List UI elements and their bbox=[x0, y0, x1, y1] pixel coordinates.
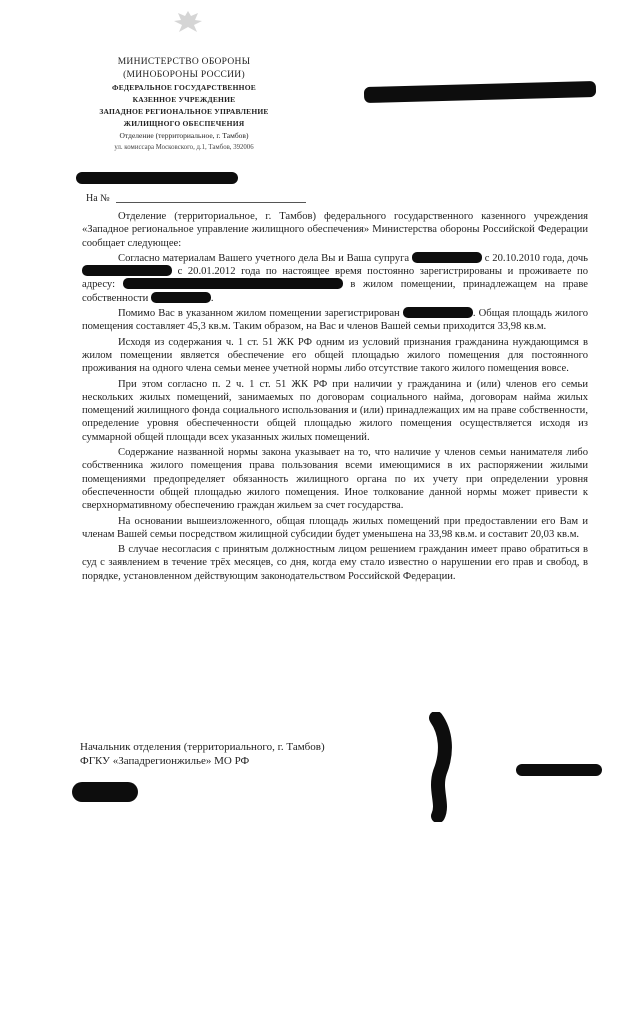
paragraph-7: На основании вышеизложенного, общая площадь жилых помещений при предоставлении его Вам и членам Вашей семьи посредством жилищной субсидии будет уменьшена на 33,98 кв.м. и составит 20,03 кв.м. bbox=[82, 515, 588, 540]
paragraph-2: Согласно материалам Вашего учетного дела Вы и Ваша супруга с 20.10.2010 года, дочь с 20.01.2012 года по настоящее время постоянно зарегистрированы и проживаете по адресу: в жилом помещении, принадлежащем на праве собственности . bbox=[82, 252, 588, 304]
signatory-org: ФГКУ «Западрегионжилье» МО РФ bbox=[80, 755, 250, 767]
department-name: Отделение (территориальное, г. Тамбов) bbox=[119, 131, 249, 140]
redaction-spouse bbox=[412, 252, 482, 263]
department-address: ул. комиссара Московского, д.1, Тамбов, 392006 bbox=[114, 144, 254, 151]
paragraph-4: Исходя из содержания ч. 1 ст. 51 ЖК РФ одним из условий признания гражданина нуждающимся в жилом помещении является обеспечение его общей площадью жилого помещения для постоянного проживания на одного члена семьи менее учетной нормы либо отсутствие такого жилого помещения вовсе. bbox=[82, 336, 588, 375]
redaction-date bbox=[76, 172, 238, 184]
paragraph-8: В случае несогласия с принятым должностным лицом решением гражданин имеет право обратиться в суд с заявлением в течение трёх месяцев, со дня, когда ему стало известно о нарушении его прав и свобод, в порядке, установленном действующим законодательством Российской Федерации. bbox=[82, 544, 588, 582]
signatory-title: Начальник отделения (территориального, г. Тамбов) bbox=[80, 741, 325, 753]
redaction-executor bbox=[72, 782, 138, 802]
redaction-owner bbox=[151, 292, 211, 303]
handwritten-signature bbox=[418, 712, 458, 822]
redaction-daughter bbox=[82, 265, 172, 276]
paragraph-1: Отделение (территориальное, г. Тамбов) федерального государственного казенного учреждения «Западное региональное управление жилищного обеспечения» Министерства обороны Российской Федерации сообщает следующее: bbox=[82, 211, 588, 249]
paragraph-6: Содержание названной нормы закона указывает на то, что наличие у членов семьи нанимателя либо собственника жилого помещения права пользования всеми имеющимися в их распоряжении жилыми помещениями предопределяет обязанность жилищного органа по их учету при определении уровня обеспеченности общей площадью жилого помещения. Иное толкование данной нормы может привести к сверхнормативному обеспечению граждан жильем за счет государства. bbox=[82, 447, 588, 512]
emblem-icon bbox=[168, 8, 208, 38]
paragraph-3: Помимо Вас в указанном жилом помещении зарегистрирован . Общая площадь жилого помещения составляет 45,3 кв.м. Таким образом, на Вас и членов Вашей семьи приходится 33,98 кв.м. bbox=[82, 308, 588, 333]
institution-line-3: ЗАПАДНОЕ РЕГИОНАЛЬНОЕ УПРАВЛЕНИЕ bbox=[99, 107, 269, 116]
letterhead bbox=[86, 56, 282, 153]
institution-line-4: ЖИЛИЩНОГО ОБЕСПЕЧЕНИЯ bbox=[123, 119, 245, 128]
reference-number-line bbox=[86, 193, 306, 204]
signature-block bbox=[80, 740, 325, 768]
ministry-short: (МИНОБОРОНЫ РОССИИ) bbox=[123, 70, 245, 80]
reference-label: На № bbox=[86, 193, 110, 204]
redaction-address bbox=[123, 278, 343, 289]
paragraph-5: При этом согласно п. 2 ч. 1 ст. 51 ЖК РФ при наличии у гражданина и (или) членов его семьи нескольких жилых помещений, занимаемых по договорам социального найма, договорам найма жилых помещений жилищного фонда социального использования и (или) принадлежащих им на праве собственности, определение уровня обеспеченности общей площадью жилого помещения осуществляется исходя из суммарной общей площади всех указанных жилых помещений. bbox=[82, 378, 588, 443]
letter-body bbox=[82, 210, 588, 585]
redaction-recipient bbox=[364, 81, 596, 103]
redaction-resident bbox=[403, 307, 473, 318]
redaction-signatory-name bbox=[516, 764, 602, 776]
institution-line-1: ФЕДЕРАЛЬНОЕ ГОСУДАРСТВЕННОЕ bbox=[112, 83, 256, 92]
ministry-name: МИНИСТЕРСТВО ОБОРОНЫ bbox=[117, 57, 251, 67]
institution-line-2: КАЗЕННОЕ УЧРЕЖДЕНИЕ bbox=[132, 95, 236, 104]
